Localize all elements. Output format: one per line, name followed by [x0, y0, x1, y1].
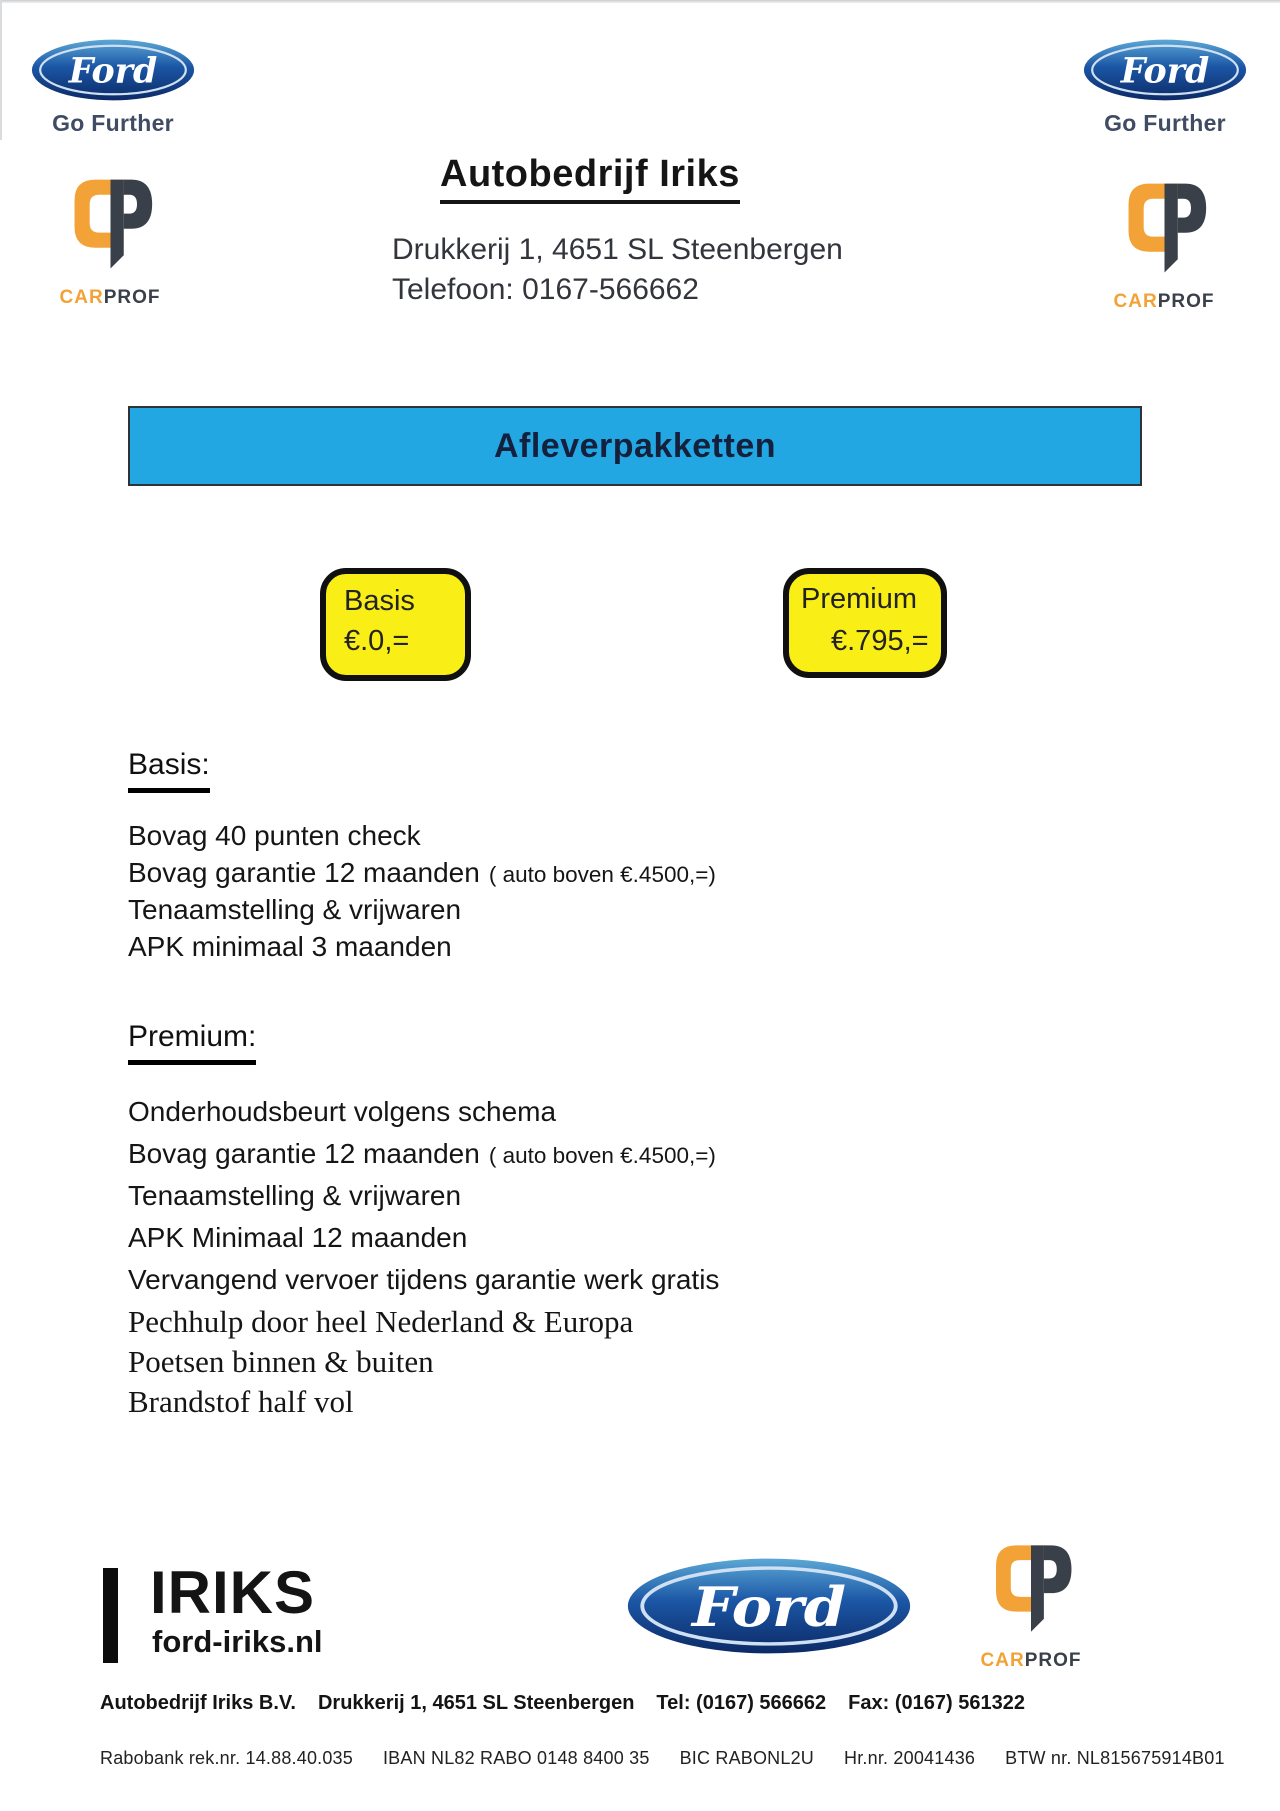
ford-wordmark: Ford [1120, 50, 1210, 92]
ford-wordmark: Ford [691, 1574, 847, 1640]
list-item: Poetsen binnen & buiten [128, 1344, 434, 1379]
ford-oval-icon [30, 38, 196, 102]
basis-heading: Basis: [128, 748, 210, 793]
carprof-word-car: CAR [59, 287, 104, 308]
carprof-word-prof: PROF [1157, 291, 1215, 312]
footer-hr: Hr.nr. 20041436 [844, 1748, 976, 1768]
carprof-logo-top-left [55, 172, 165, 309]
header-address: Drukkerij 1, 4651 SL Steenbergen [392, 233, 843, 266]
list-item: Bovag garantie 12 maanden ( auto boven €.4500,=) [128, 857, 716, 888]
footer-bank: Rabobank rek.nr. 14.88.40.035 [100, 1748, 353, 1768]
premium-price-badge [783, 568, 947, 678]
list-item: Bovag 40 punten check [128, 820, 421, 851]
footer-tel: Tel: (0167) 566662 [656, 1692, 827, 1714]
iriks-logo-text: IRIKS [150, 1559, 316, 1626]
footer-company: Autobedrijf Iriks B.V. [100, 1692, 296, 1714]
basis-feature-list [128, 818, 716, 966]
list-item: Pechhulp door heel Nederland & Europa [128, 1304, 634, 1339]
carprof-logo-footer [976, 1538, 1086, 1672]
basis-badge-name: Basis [344, 585, 415, 617]
list-item: Onderhoudsbeurt volgens schema [128, 1096, 557, 1127]
section-banner [128, 406, 1142, 486]
ford-logo-top-right [1082, 38, 1248, 137]
carprof-wordmark [976, 1650, 1086, 1672]
list-item: Tenaamstelling & vrijwaren [128, 894, 462, 925]
list-item: Bovag garantie 12 maanden ( auto boven €.4500,=) [128, 1138, 716, 1169]
premium-feature-list [128, 1092, 719, 1422]
carprof-logo-top-right [1109, 176, 1219, 313]
banner-label: Afleverpakketten [493, 426, 776, 465]
footer-fax: Fax: (0167) 561322 [848, 1692, 1025, 1714]
footer-bank-line [100, 1748, 1255, 1769]
premium-heading: Premium: [128, 1020, 256, 1065]
iriks-logo-bar [103, 1568, 118, 1663]
carprof-wordmark [55, 287, 165, 309]
header-phone: Telefoon: 0167-566662 [392, 273, 699, 306]
ford-oval-icon [1082, 38, 1248, 102]
carprof-word-prof: PROF [1024, 1650, 1082, 1671]
ford-tagline: Go Further [1104, 110, 1226, 136]
footer-address: Drukkerij 1, 4651 SL Steenbergen [317, 1692, 635, 1714]
footer-btw: BTW nr. NL815675914B01 [1005, 1748, 1225, 1768]
carprof-word-prof: PROF [103, 287, 161, 308]
list-item: Brandstof half vol [128, 1384, 354, 1419]
carprof-wordmark [1109, 291, 1219, 313]
carprof-cp-icon [985, 1538, 1077, 1641]
footer-iban: IBAN NL82 RABO 0148 8400 35 [382, 1748, 650, 1768]
carprof-cp-icon [63, 172, 158, 278]
carprof-word-car: CAR [980, 1650, 1025, 1671]
list-item: Vervangend vervoer tijdens garantie werk gratis [128, 1264, 720, 1295]
footer-bic: BIC RABONL2U [679, 1748, 815, 1768]
premium-badge-price: €.795,= [831, 625, 929, 657]
ford-oval-icon [625, 1556, 913, 1656]
list-item: APK Minimaal 12 maanden [128, 1222, 468, 1253]
ford-wordmark: Ford [68, 50, 158, 92]
list-item: APK minimaal 3 maanden [128, 931, 452, 962]
list-item: Tenaamstelling & vrijwaren [128, 1180, 462, 1211]
page-title: Autobedrijf Iriks [440, 153, 740, 204]
carprof-word-car: CAR [1113, 291, 1158, 312]
premium-badge-name: Premium [801, 583, 918, 615]
basis-badge-price: €.0,= [344, 625, 410, 657]
ford-logo-top-left [30, 38, 196, 137]
carprof-cp-icon [1117, 176, 1212, 282]
ford-logo-footer [625, 1556, 913, 1661]
basis-price-badge [320, 568, 471, 681]
iriks-website: ford-iriks.nl [152, 1624, 323, 1659]
ford-tagline: Go Further [52, 110, 174, 136]
footer-contact-line [100, 1692, 1047, 1715]
